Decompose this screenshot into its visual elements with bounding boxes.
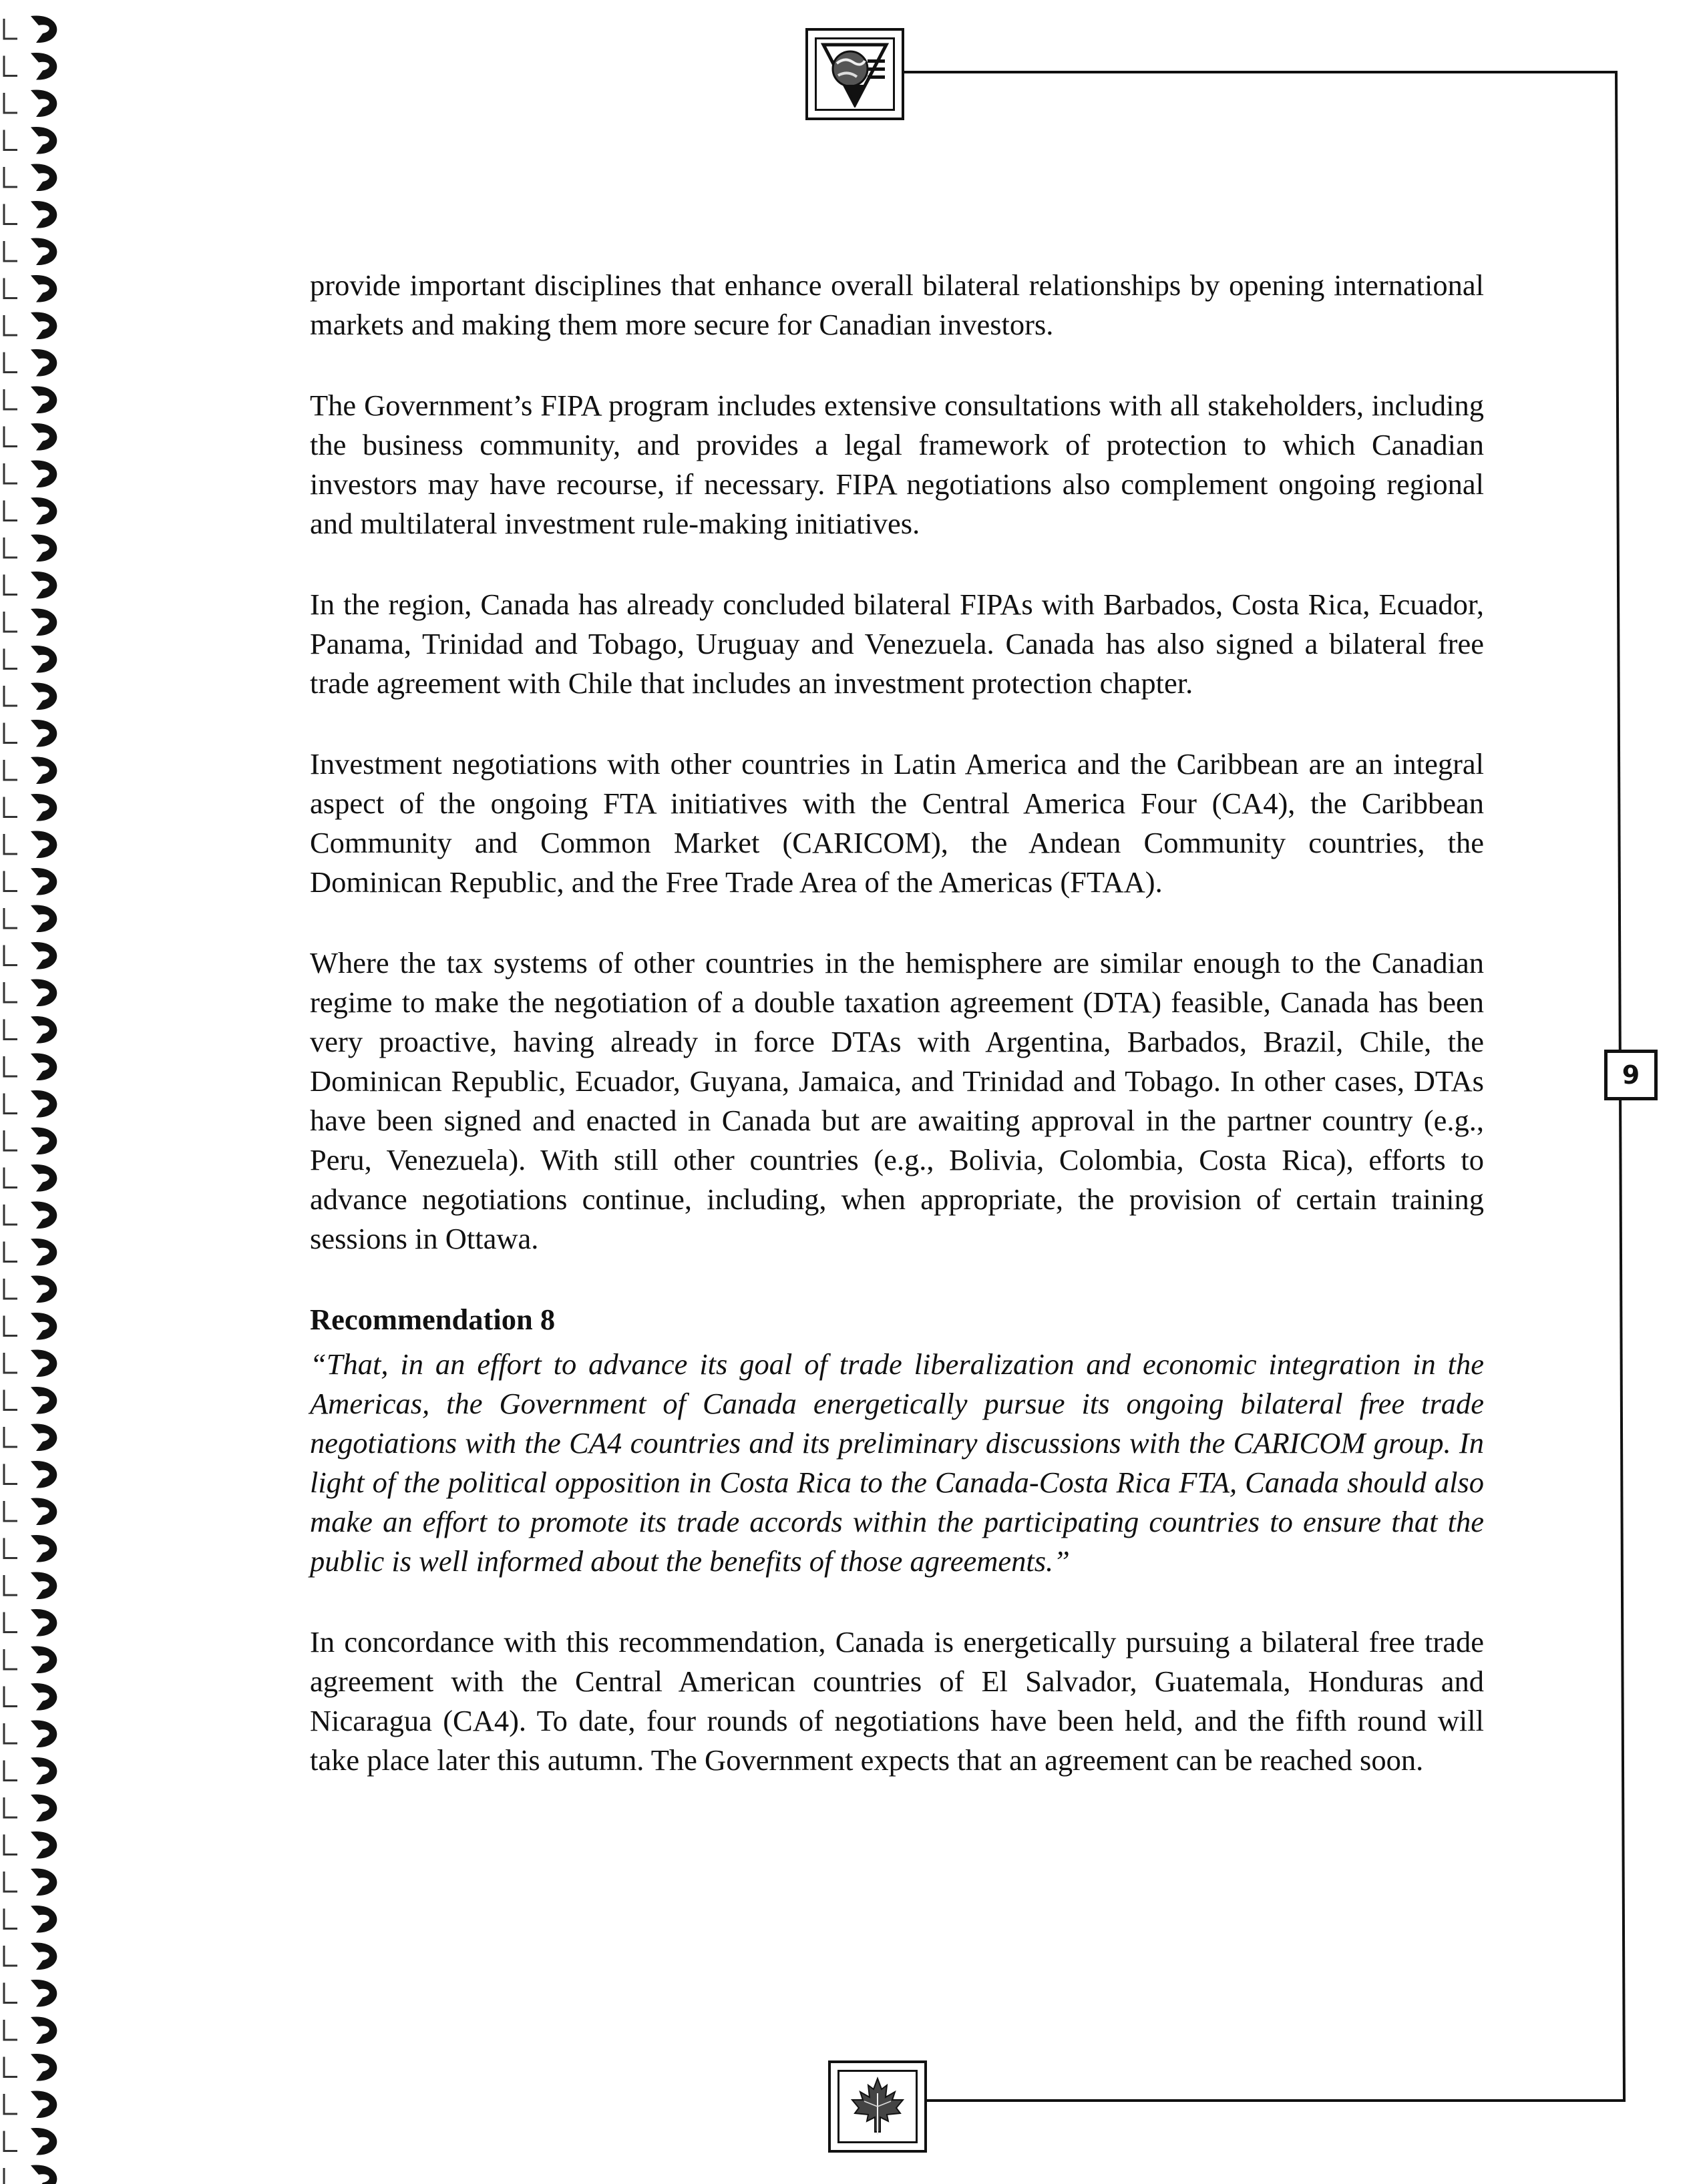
globe-emblem-icon: [818, 41, 892, 107]
recommendation-quote: “That, in an effort to advance its goal of trade liberalization and economic integration in the Americas, the Government of Canada energetically pursue its ongoing bilateral free trade negotiations with the CA4 countries and its preliminary discussions with the CARICOM group. In light of the political opposition in Costa Rica to the Canada-Costa Rica FTA, Canada should also make an effort to promote its trade accords within the participating countries to ensure that the public is well informed about the benefits of those agreements.”: [310, 1347, 1484, 1578]
recommendation-heading: Recommendation 8: [310, 1303, 556, 1336]
document-body: [310, 266, 1484, 1780]
top-emblem: [805, 28, 904, 120]
paragraph-fipa-program: The Government’s FIPA program includes extensive consultations with all stakeholders, including the business community, and provides a legal framework of protection to which Canadian investors may have recourse, if necessary. FIPA negotiations also complement ongoing regional and multilateral investment rule-making initiatives.: [310, 389, 1484, 540]
paragraph-regional-fipas: In the region, Canada has already concluded bilateral FIPAs with Barbados, Costa Rica, Ecuador, Panama, Trinidad and Tobago, Uruguay and Venezuela. Canada has also signed a bilateral free trade agreement with Chile that includes an investment protection chapter.: [310, 588, 1484, 700]
maple-leaf-icon: [844, 2073, 911, 2140]
recommendation-response: In concordance with this recommendation, Canada is energetically pursuing a bilateral free trade agreement with the Central American countries of El Salvador, Guatemala, Honduras and Nicaragua (CA4). To date, four rounds of negotiations have been held, and the fifth round will take place later this autumn. The Government expects that an agreement can be reached soon.: [310, 1625, 1484, 1777]
paragraph-investment-negotiations: Investment negotiations with other countries in Latin America and the Caribbean are an integral aspect of the ongoing FTA initiatives with the Central America Four (CA4), the Caribbean Community and Common Market (CARICOM), the Andean Community countries, the Dominican Republic, and the Free Trade Area of the Americas (FTAA).: [310, 747, 1484, 899]
paragraph-tax-agreements: Where the tax systems of other countries in the hemisphere are similar enough to the Canadian regime to make the negotiation of a double taxation agreement (DTA) feasible, Canada has been very proactive, having already in force DTAs with Argentina, Barbados, Brazil, Chile, the Dominican Republic, Ecuador, Guyana, Jamaica, and Trinidad and Tobago. In other cases, DTAs have been signed and enacted in Canada but are awaiting approval in the partner country (e.g., Peru, Venezuela). With still other countries (e.g., Bolivia, Colombia, Costa Rica), efforts to advance negotiations continue, including, when appropriate, the provision of certain training sessions in Ottawa.: [310, 946, 1484, 1255]
paragraph-disciplines: provide important disciplines that enhance overall bilateral relationships by opening international markets and making them more secure for Canadian investors.: [310, 268, 1484, 341]
bottom-emblem: [828, 2060, 927, 2153]
page-number: 9: [1604, 1050, 1658, 1100]
